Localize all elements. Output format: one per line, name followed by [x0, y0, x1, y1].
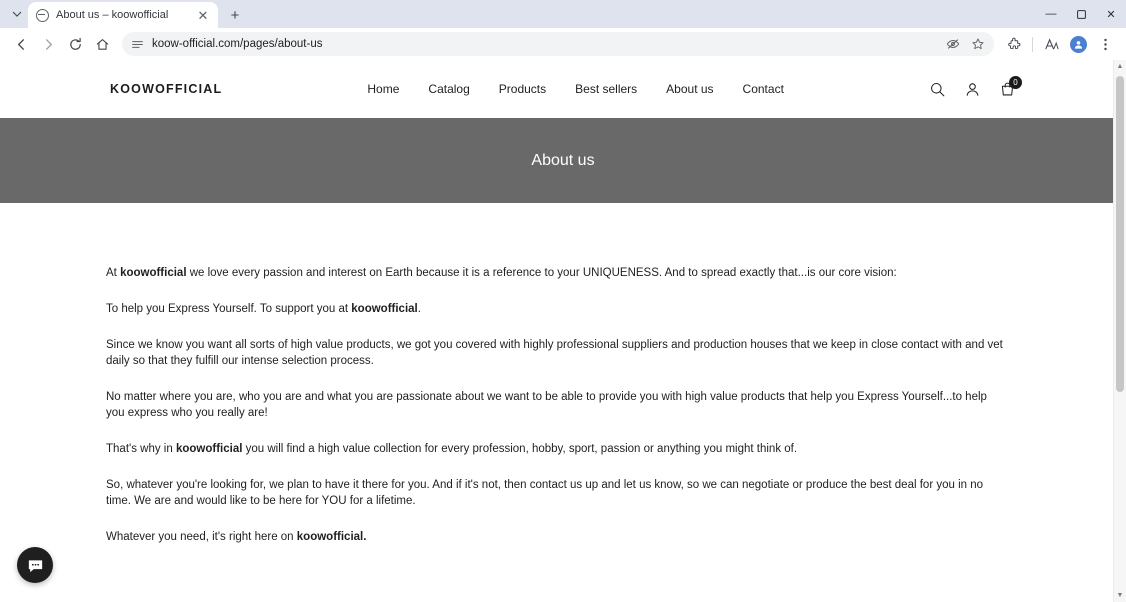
- paragraph-4: No matter where you are, who you are and what you are passionate about we want to be able to provide you with high value products that help you Express Yourself...to help you express who you really are!: [106, 391, 987, 419]
- page-viewport: [0, 60, 1126, 602]
- puzzle-icon[interactable]: [1001, 31, 1027, 57]
- header-icons: [929, 77, 1018, 98]
- star-icon[interactable]: [971, 37, 985, 51]
- paragraph-7: Whatever you need, it's right here on koowofficial.: [106, 531, 367, 543]
- paragraph-6: So, whatever you're looking for, we plan to have it there for you. And if it's not, then contact us up and let us know, so we can negotiate or produce the best deal for you in no time. We are and would like to be here for YOU for a lifetime.: [106, 479, 984, 507]
- url-text[interactable]: koow-official.com/pages/about-us: [152, 38, 323, 50]
- paragraph-5: That's why in koowofficial you will find a high value collection for every profession, hobby, sport, passion or anything you might think of.: [106, 443, 798, 455]
- tab-title: About us – koowofficial: [56, 9, 169, 21]
- home-icon[interactable]: [89, 31, 115, 57]
- search-icon[interactable]: [929, 81, 946, 98]
- address-bar[interactable]: [122, 32, 994, 56]
- site-settings-icon[interactable]: [131, 38, 144, 51]
- main-navigation: [367, 82, 784, 96]
- site-header: [0, 60, 1126, 118]
- cart-count-badge: 0: [1009, 76, 1022, 89]
- toolbar-divider: [1032, 37, 1033, 52]
- scrollbar-thumb[interactable]: [1116, 76, 1124, 392]
- nav-item-about-us[interactable]: About us: [666, 82, 714, 96]
- paragraph-3: Since we know you want all sorts of high value products, we got you covered with highly professional suppliers and production houses that we keep in close contact with and vet daily so that they fulfill our intense selection process.: [106, 339, 1003, 367]
- minimize-button[interactable]: —: [1045, 8, 1057, 20]
- eye-off-icon[interactable]: [946, 37, 960, 51]
- tab-search-icon[interactable]: [6, 0, 28, 28]
- nav-item-best-sellers[interactable]: Best sellers: [575, 82, 638, 96]
- scroll-up-arrow[interactable]: ▲: [1116, 63, 1124, 70]
- reload-icon[interactable]: [62, 31, 88, 57]
- new-tab-button[interactable]: +: [230, 6, 240, 24]
- browser-toolbar: [0, 28, 1126, 60]
- user-icon[interactable]: [964, 81, 981, 98]
- translate-icon[interactable]: [1038, 31, 1064, 57]
- scroll-down-arrow[interactable]: ▼: [1116, 592, 1124, 599]
- maximize-button[interactable]: [1066, 0, 1096, 28]
- page-hero: [0, 118, 1126, 203]
- nav-item-contact[interactable]: Contact: [742, 82, 784, 96]
- nav-item-products[interactable]: Products: [498, 82, 547, 96]
- page-content: [0, 203, 1110, 545]
- profile-avatar-icon[interactable]: [1065, 31, 1091, 57]
- tab-strip: [0, 0, 1126, 28]
- site-logo[interactable]: KOOWOFFICIAL: [110, 82, 223, 96]
- nav-item-catalog[interactable]: Catalog: [428, 82, 470, 96]
- browser-tab[interactable]: [28, 2, 218, 28]
- chat-bubble-icon[interactable]: [17, 547, 53, 583]
- paragraph-1: At koowofficial we love every passion and interest on Earth because it is a reference to your UNIQUENESS. And to spread exactly that...is our core vision:: [106, 267, 897, 279]
- page-title: About us: [531, 151, 595, 169]
- omnibox-icons: [946, 37, 985, 51]
- close-icon[interactable]: ✕: [197, 7, 209, 23]
- cart-icon[interactable]: [999, 77, 1018, 98]
- three-dot-menu-icon[interactable]: [1092, 31, 1118, 57]
- window-controls: [1036, 0, 1126, 28]
- forward-arrow-icon[interactable]: [35, 31, 61, 57]
- nav-item-home[interactable]: Home: [367, 82, 400, 96]
- back-arrow-icon[interactable]: [8, 31, 34, 57]
- page-scrollbar[interactable]: [1113, 60, 1126, 602]
- paragraph-2: To help you Express Yourself. To support you at koowofficial.: [106, 303, 421, 315]
- globe-icon: [36, 9, 49, 22]
- close-window-button[interactable]: ✕: [1106, 8, 1116, 21]
